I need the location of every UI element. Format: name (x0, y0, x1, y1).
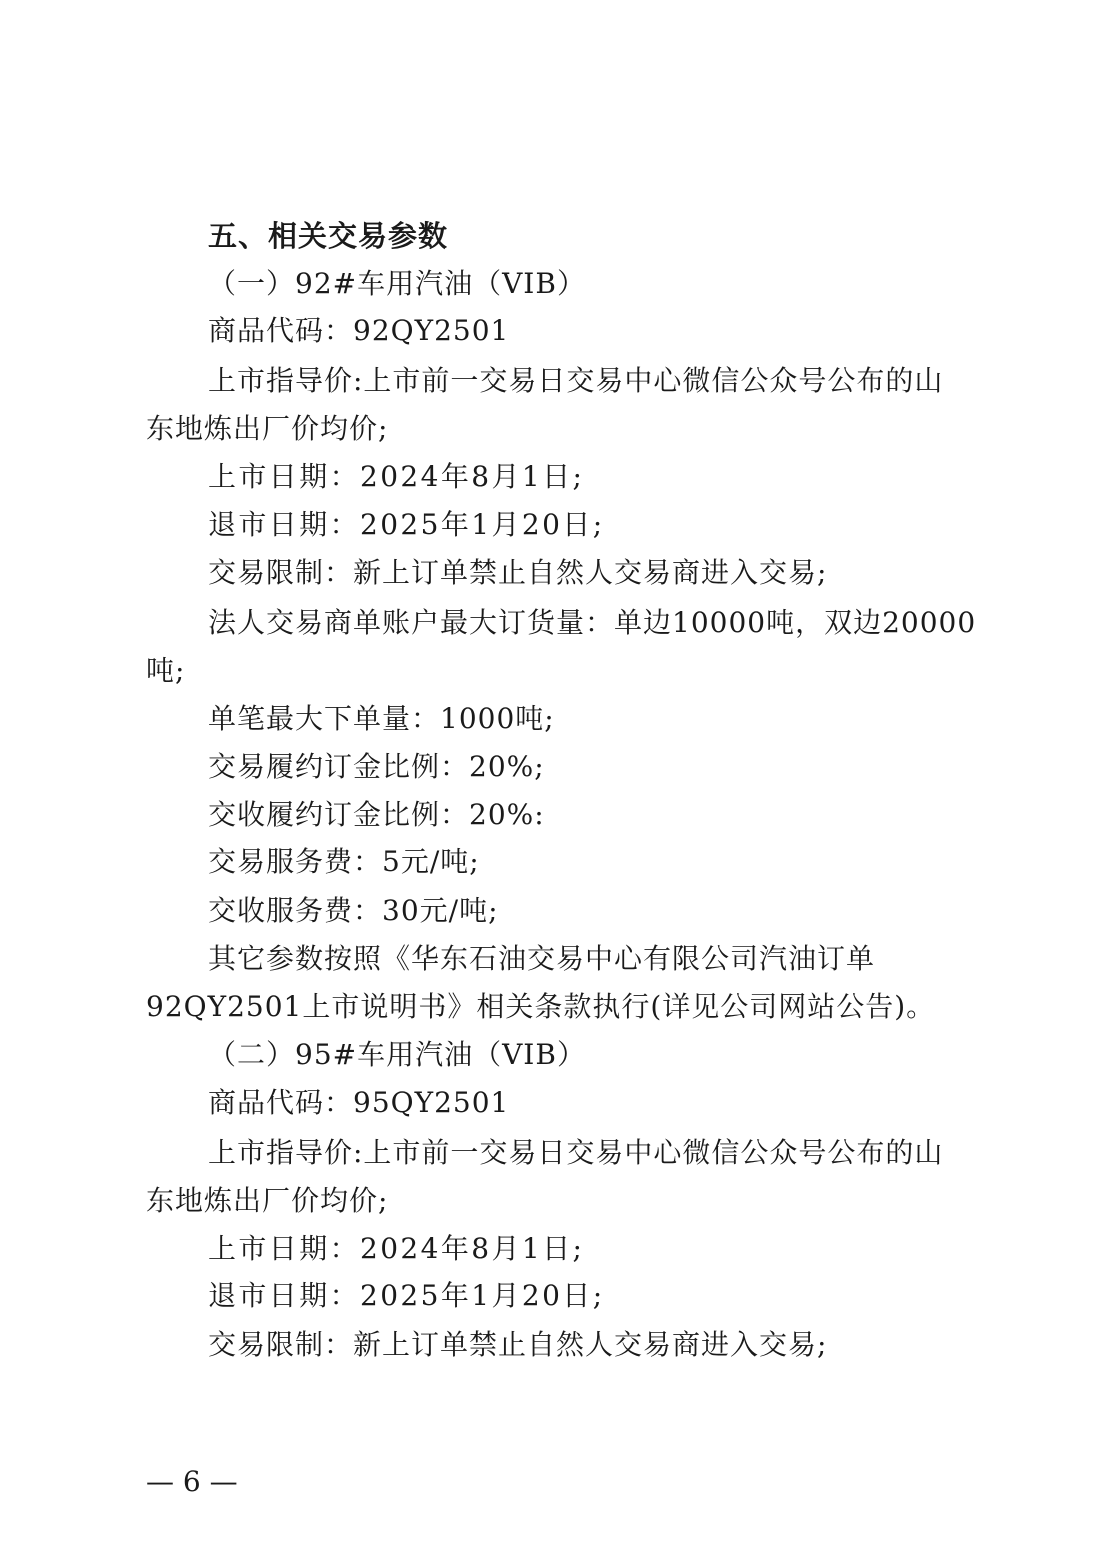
product-1-listing-date: 上市日期：2024年8月1日; (208, 460, 585, 493)
product-1-delivery-fee: 交收服务费：30元/吨; (208, 894, 499, 927)
product-2-guide-price-line-2: 东地炼出厂价均价; (146, 1184, 389, 1217)
product-2-title: （二）95#车用汽油（VIB） (208, 1038, 586, 1071)
product-1-other-line-2: 92QY2501上市说明书》相关条款执行(详见公司网站公告)。 (146, 990, 936, 1023)
product-1-title: （一）92#车用汽油（VIB） (208, 267, 586, 300)
product-1-delisting-date: 退市日期：2025年1月20日; (208, 508, 605, 541)
product-1-guide-price-line-2: 东地炼出厂价均价; (146, 412, 389, 445)
product-1-max-order-line-1: 法人交易商单账户最大订货量：单边10000吨，双边20000 (208, 606, 977, 639)
product-1-other-line-1: 其它参数按照《华东石油交易中心有限公司汽油订单 (208, 942, 876, 975)
product-1-trade-fee: 交易服务费：5元/吨; (208, 845, 480, 878)
product-1-max-order-line-2: 吨; (146, 654, 186, 687)
section-heading: 五、相关交易参数 (208, 219, 449, 253)
product-2-guide-price-line-1: 上市指导价:上市前一交易日交易中心微信公众号公布的山 (208, 1136, 944, 1169)
product-1-guide-price-line-1: 上市指导价:上市前一交易日交易中心微信公众号公布的山 (208, 364, 944, 397)
product-2-trade-limit: 交易限制：新上订单禁止自然人交易商进入交易; (208, 1328, 828, 1361)
product-2-delisting-date: 退市日期：2025年1月20日; (208, 1279, 605, 1312)
product-1-trade-limit: 交易限制：新上订单禁止自然人交易商进入交易; (208, 556, 828, 589)
product-2-code: 商品代码：95QY2501 (208, 1086, 510, 1119)
product-1-trade-deposit: 交易履约订金比例：20%; (208, 750, 545, 783)
product-1-single-order: 单笔最大下单量：1000吨; (208, 702, 555, 735)
product-1-code: 商品代码：92QY2501 (208, 314, 510, 347)
product-2-listing-date: 上市日期：2024年8月1日; (208, 1232, 585, 1265)
page-number: — 6 — (146, 1465, 238, 1498)
product-1-delivery-deposit: 交收履约订金比例：20%: (208, 798, 545, 831)
